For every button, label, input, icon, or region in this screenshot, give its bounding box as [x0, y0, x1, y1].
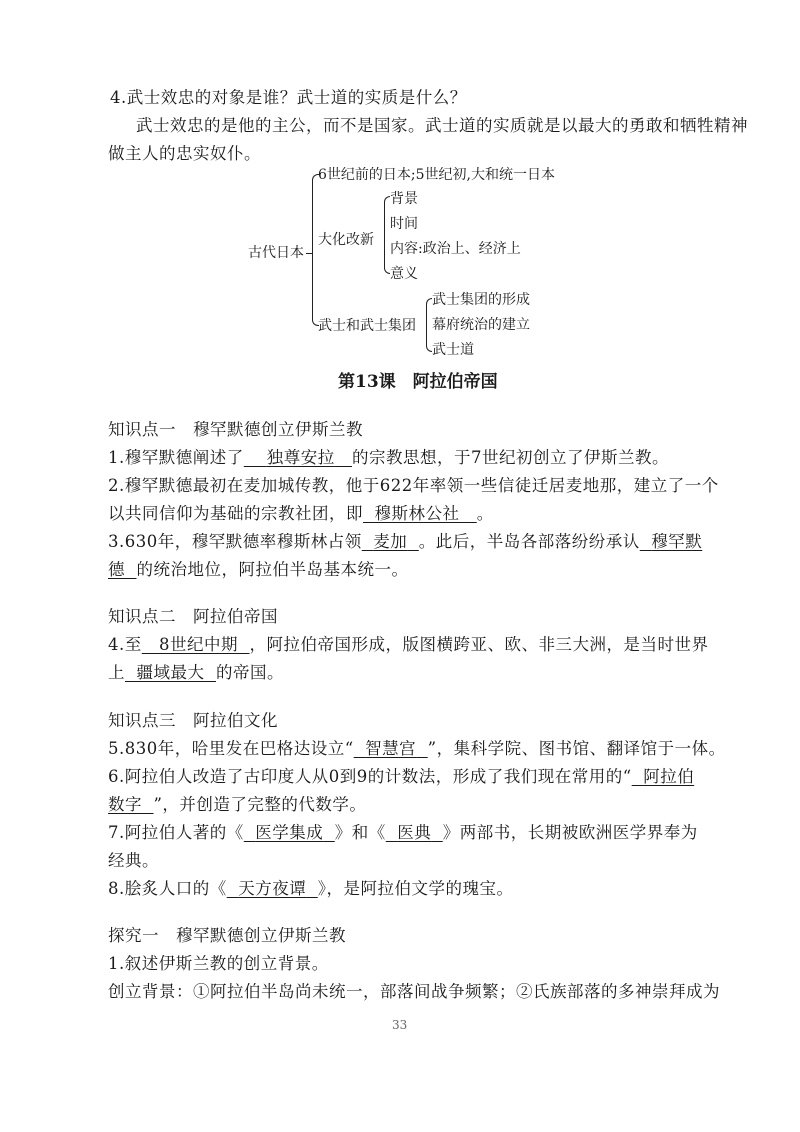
kp3-item-6-line-1 — [108, 767, 694, 787]
tree-branch-1: 6世纪前的日本;5世纪初,大和统一日本 — [318, 167, 555, 183]
answer-blank — [227, 879, 318, 898]
text: 4.至 — [108, 635, 142, 654]
answer-blank — [640, 532, 703, 551]
answer-blank — [632, 767, 695, 786]
text: 5.830年，哈里发在巴格达设立“ — [108, 739, 354, 758]
answer-text: 德 — [108, 560, 125, 579]
tree-b2-item: 内容:政治上、经济上 — [390, 241, 521, 257]
answer-blank — [354, 739, 428, 758]
answer-text: 8世纪中期 — [159, 635, 238, 654]
kp3-heading: 知识点三 阿拉伯文化 — [108, 711, 278, 730]
kp3-item-7-line-1 — [108, 823, 698, 843]
answer-text: 智慧宫 — [365, 739, 417, 758]
text: 8.脍炙人口的《 — [108, 879, 227, 898]
answer-blank — [142, 635, 250, 654]
tree-branch-2: 大化改新 — [318, 232, 374, 248]
answer-blank — [386, 823, 443, 842]
text: 6.阿拉伯人改造了古印度人从0到9的计数法，形成了我们现在常用的“ — [108, 767, 632, 786]
text: 1.穆罕默德阐述了 — [108, 448, 244, 467]
answer-text: 麦加 — [373, 532, 408, 551]
tree-main-brace-tip — [306, 253, 312, 254]
tree-b2-item: 背景 — [390, 191, 418, 207]
text: ，阿拉伯帝国形成，版图横跨亚、欧、非三大洲，是当时世界 — [249, 635, 709, 654]
page-number: 33 — [392, 1018, 408, 1032]
tree-b3-item: 武士道 — [432, 342, 474, 358]
explore1-heading: 探究一 穆罕默德创立伊斯兰教 — [108, 926, 346, 945]
answer-blank — [244, 448, 352, 467]
tree-b2-item: 意义 — [390, 266, 418, 282]
kp1-item-3-line-1 — [108, 532, 702, 552]
kp2-item-4-line-2 — [108, 663, 284, 683]
answer-text: 医典 — [397, 823, 432, 842]
answer-text: 天方夜谭 — [238, 879, 307, 898]
tree-b3-item: 武士集团的形成 — [432, 292, 530, 308]
answer-text: 穆罕默 — [651, 532, 703, 551]
answer-blank — [363, 504, 477, 523]
text: 。 — [476, 504, 494, 523]
text: 》两部书，长期被欧洲医学界奉为 — [442, 823, 698, 842]
text: 上 — [108, 663, 125, 682]
text: 》，是阿拉伯文学的瑰宝。 — [317, 879, 514, 898]
text: 以共同信仰为基础的宗教社团，即 — [108, 504, 363, 523]
tree-main-brace — [312, 174, 319, 326]
tree-b2-item: 时间 — [390, 216, 418, 232]
text: 3.630年，穆罕默德率穆斯林占领 — [108, 532, 362, 551]
answer-text: 疆域最大 — [136, 663, 205, 682]
explore1-question: 1.叙述伊斯兰教的创立背景。 — [108, 954, 329, 973]
kp2-heading: 知识点二 阿拉伯帝国 — [108, 607, 278, 626]
text: 的宗教思想，于7世纪初创立了伊斯兰教。 — [351, 448, 669, 467]
answer-text: 阿拉伯 — [643, 767, 695, 786]
kp3-item-6-line-2 — [108, 795, 366, 815]
answer-text: 医学集成 — [255, 823, 324, 842]
text: ”，集科学院、图书馆、翻译馆于一体。 — [427, 739, 726, 758]
kp1-item-2-line-2 — [108, 504, 494, 524]
answer-blank — [108, 795, 154, 814]
kp1-heading: 知识点一 穆罕默德创立伊斯兰教 — [108, 420, 363, 439]
explore1-answer: 创立背景：①阿拉伯半岛尚未统一，部落间战争频繁；②氏族部落的多神崇拜成为 — [108, 982, 720, 1001]
kp3-item-7-line-2: 经典。 — [108, 851, 159, 870]
tree-branch-3: 武士和武士集团 — [318, 318, 416, 334]
answer-blank — [125, 663, 216, 682]
text: 7.阿拉伯人著的《 — [108, 823, 244, 842]
answer-blank — [244, 823, 335, 842]
answer-4-line-1: 武士效忠的是他的主公，而不是国家。武士道的实质就是以最大的勇敢和牺牲精神 — [136, 116, 748, 135]
answer-text: 数字 — [108, 795, 142, 814]
kp1-item-2-line-1: 2.穆罕默德最初在麦加城传教，他于622年率领一些信徒迁居麦地那，建立了一个 — [108, 476, 719, 495]
text: 。此后，半岛各部落纷纷承认 — [418, 532, 640, 551]
text: 》和《 — [334, 823, 386, 842]
text: 的统治地位，阿拉伯半岛基本统一。 — [136, 560, 409, 579]
kp1-item-1 — [108, 448, 669, 468]
text: 的帝国。 — [216, 663, 284, 682]
tree-root: 古代日本 — [248, 245, 304, 261]
answer-blank — [108, 560, 137, 579]
kp3-item-8 — [108, 879, 514, 899]
answer-blank — [362, 532, 419, 551]
kp1-item-3-line-2 — [108, 560, 409, 580]
kp3-item-5 — [108, 739, 726, 759]
kp2-item-4-line-1 — [108, 635, 709, 655]
tree-b3-item: 幕府统治的建立 — [432, 317, 530, 333]
answer-text: 穆斯林公社 — [374, 504, 460, 523]
lesson-title: 第13课 阿拉伯帝国 — [338, 372, 498, 392]
answer-text: 独尊安拉 — [266, 448, 335, 467]
answer-4-line-2: 做主人的忠实奴仆。 — [108, 144, 261, 163]
text: ”，并创造了完整的代数学。 — [153, 795, 367, 814]
question-4: 4.武士效忠的对象是谁？武士道的实质是什么？ — [110, 88, 467, 107]
